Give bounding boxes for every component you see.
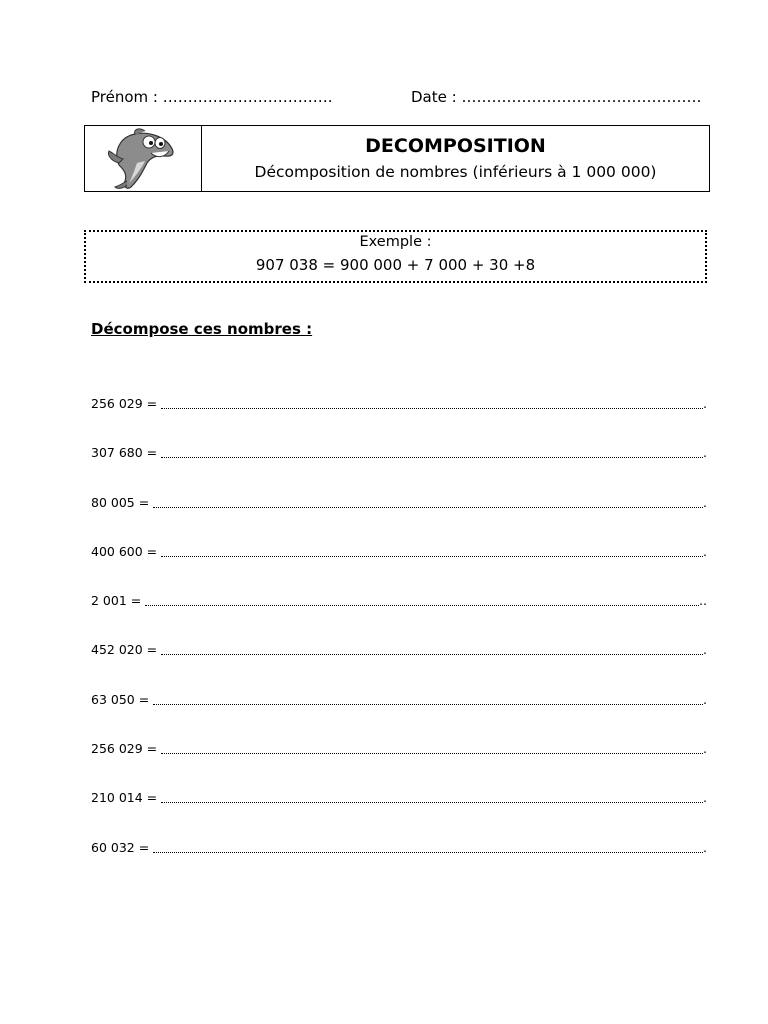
answer-line[interactable] bbox=[161, 753, 703, 754]
exercise-prompt: 60 032 = bbox=[91, 839, 150, 855]
exercise-prompt: 452 020 = bbox=[91, 642, 158, 658]
answer-line[interactable] bbox=[161, 556, 703, 557]
logo-cell bbox=[85, 126, 202, 191]
line-end: . bbox=[703, 445, 707, 461]
example-box bbox=[84, 230, 707, 283]
page-subtitle: Décomposition de nombres (inférieurs à 1 000 000) bbox=[254, 163, 657, 181]
line-end: . bbox=[703, 691, 707, 707]
prenom-field[interactable]: Prénom : ……………………………. bbox=[91, 88, 333, 106]
exercise-prompt: 210 014 = bbox=[91, 790, 158, 806]
line-end: . bbox=[703, 494, 707, 510]
example-equation: 907 038 = 900 000 + 7 000 + 30 +8 bbox=[255, 256, 536, 274]
exercise-row bbox=[91, 495, 707, 544]
page-title: DECOMPOSITION bbox=[365, 135, 546, 157]
exercise-prompt: 63 050 = bbox=[91, 691, 150, 707]
line-end: . bbox=[703, 790, 707, 806]
line-end: . bbox=[703, 839, 707, 855]
instruction-heading: Décompose ces nombres : bbox=[91, 320, 313, 338]
line-end: . bbox=[703, 543, 707, 559]
exercise-row bbox=[91, 396, 707, 445]
exercise-prompt: 80 005 = bbox=[91, 494, 150, 510]
exercise-row bbox=[91, 544, 707, 593]
exercise-row bbox=[91, 840, 707, 889]
student-info-line bbox=[91, 88, 711, 110]
exercise-list bbox=[91, 396, 707, 889]
exercise-row bbox=[91, 790, 707, 839]
answer-line[interactable] bbox=[153, 852, 703, 853]
exercise-prompt: 256 029 = bbox=[91, 396, 158, 411]
dolphin-icon bbox=[105, 127, 181, 191]
date-field[interactable]: Date : ………………………………………… bbox=[411, 88, 702, 106]
exercise-row bbox=[91, 741, 707, 790]
answer-line[interactable] bbox=[145, 605, 699, 606]
exercise-row bbox=[91, 642, 707, 691]
line-end: . bbox=[703, 741, 707, 757]
exercise-row bbox=[91, 692, 707, 741]
line-end: . bbox=[703, 396, 707, 411]
answer-line[interactable] bbox=[161, 457, 703, 458]
answer-line[interactable] bbox=[153, 507, 703, 508]
exercise-row bbox=[91, 445, 707, 494]
answer-line[interactable] bbox=[161, 654, 703, 655]
answer-line[interactable] bbox=[153, 704, 703, 705]
exercise-prompt: 2 001 = bbox=[91, 593, 142, 609]
answer-line[interactable] bbox=[161, 802, 703, 803]
exercise-prompt: 307 680 = bbox=[91, 445, 158, 461]
exercise-prompt: 400 600 = bbox=[91, 543, 158, 559]
exercise-row bbox=[91, 593, 707, 642]
line-end: . bbox=[703, 642, 707, 658]
example-label: Exemple : bbox=[359, 234, 432, 250]
exercise-prompt: 256 029 = bbox=[91, 741, 158, 757]
answer-line[interactable] bbox=[161, 408, 703, 409]
title-box bbox=[84, 125, 710, 192]
line-end: .. bbox=[699, 593, 707, 609]
